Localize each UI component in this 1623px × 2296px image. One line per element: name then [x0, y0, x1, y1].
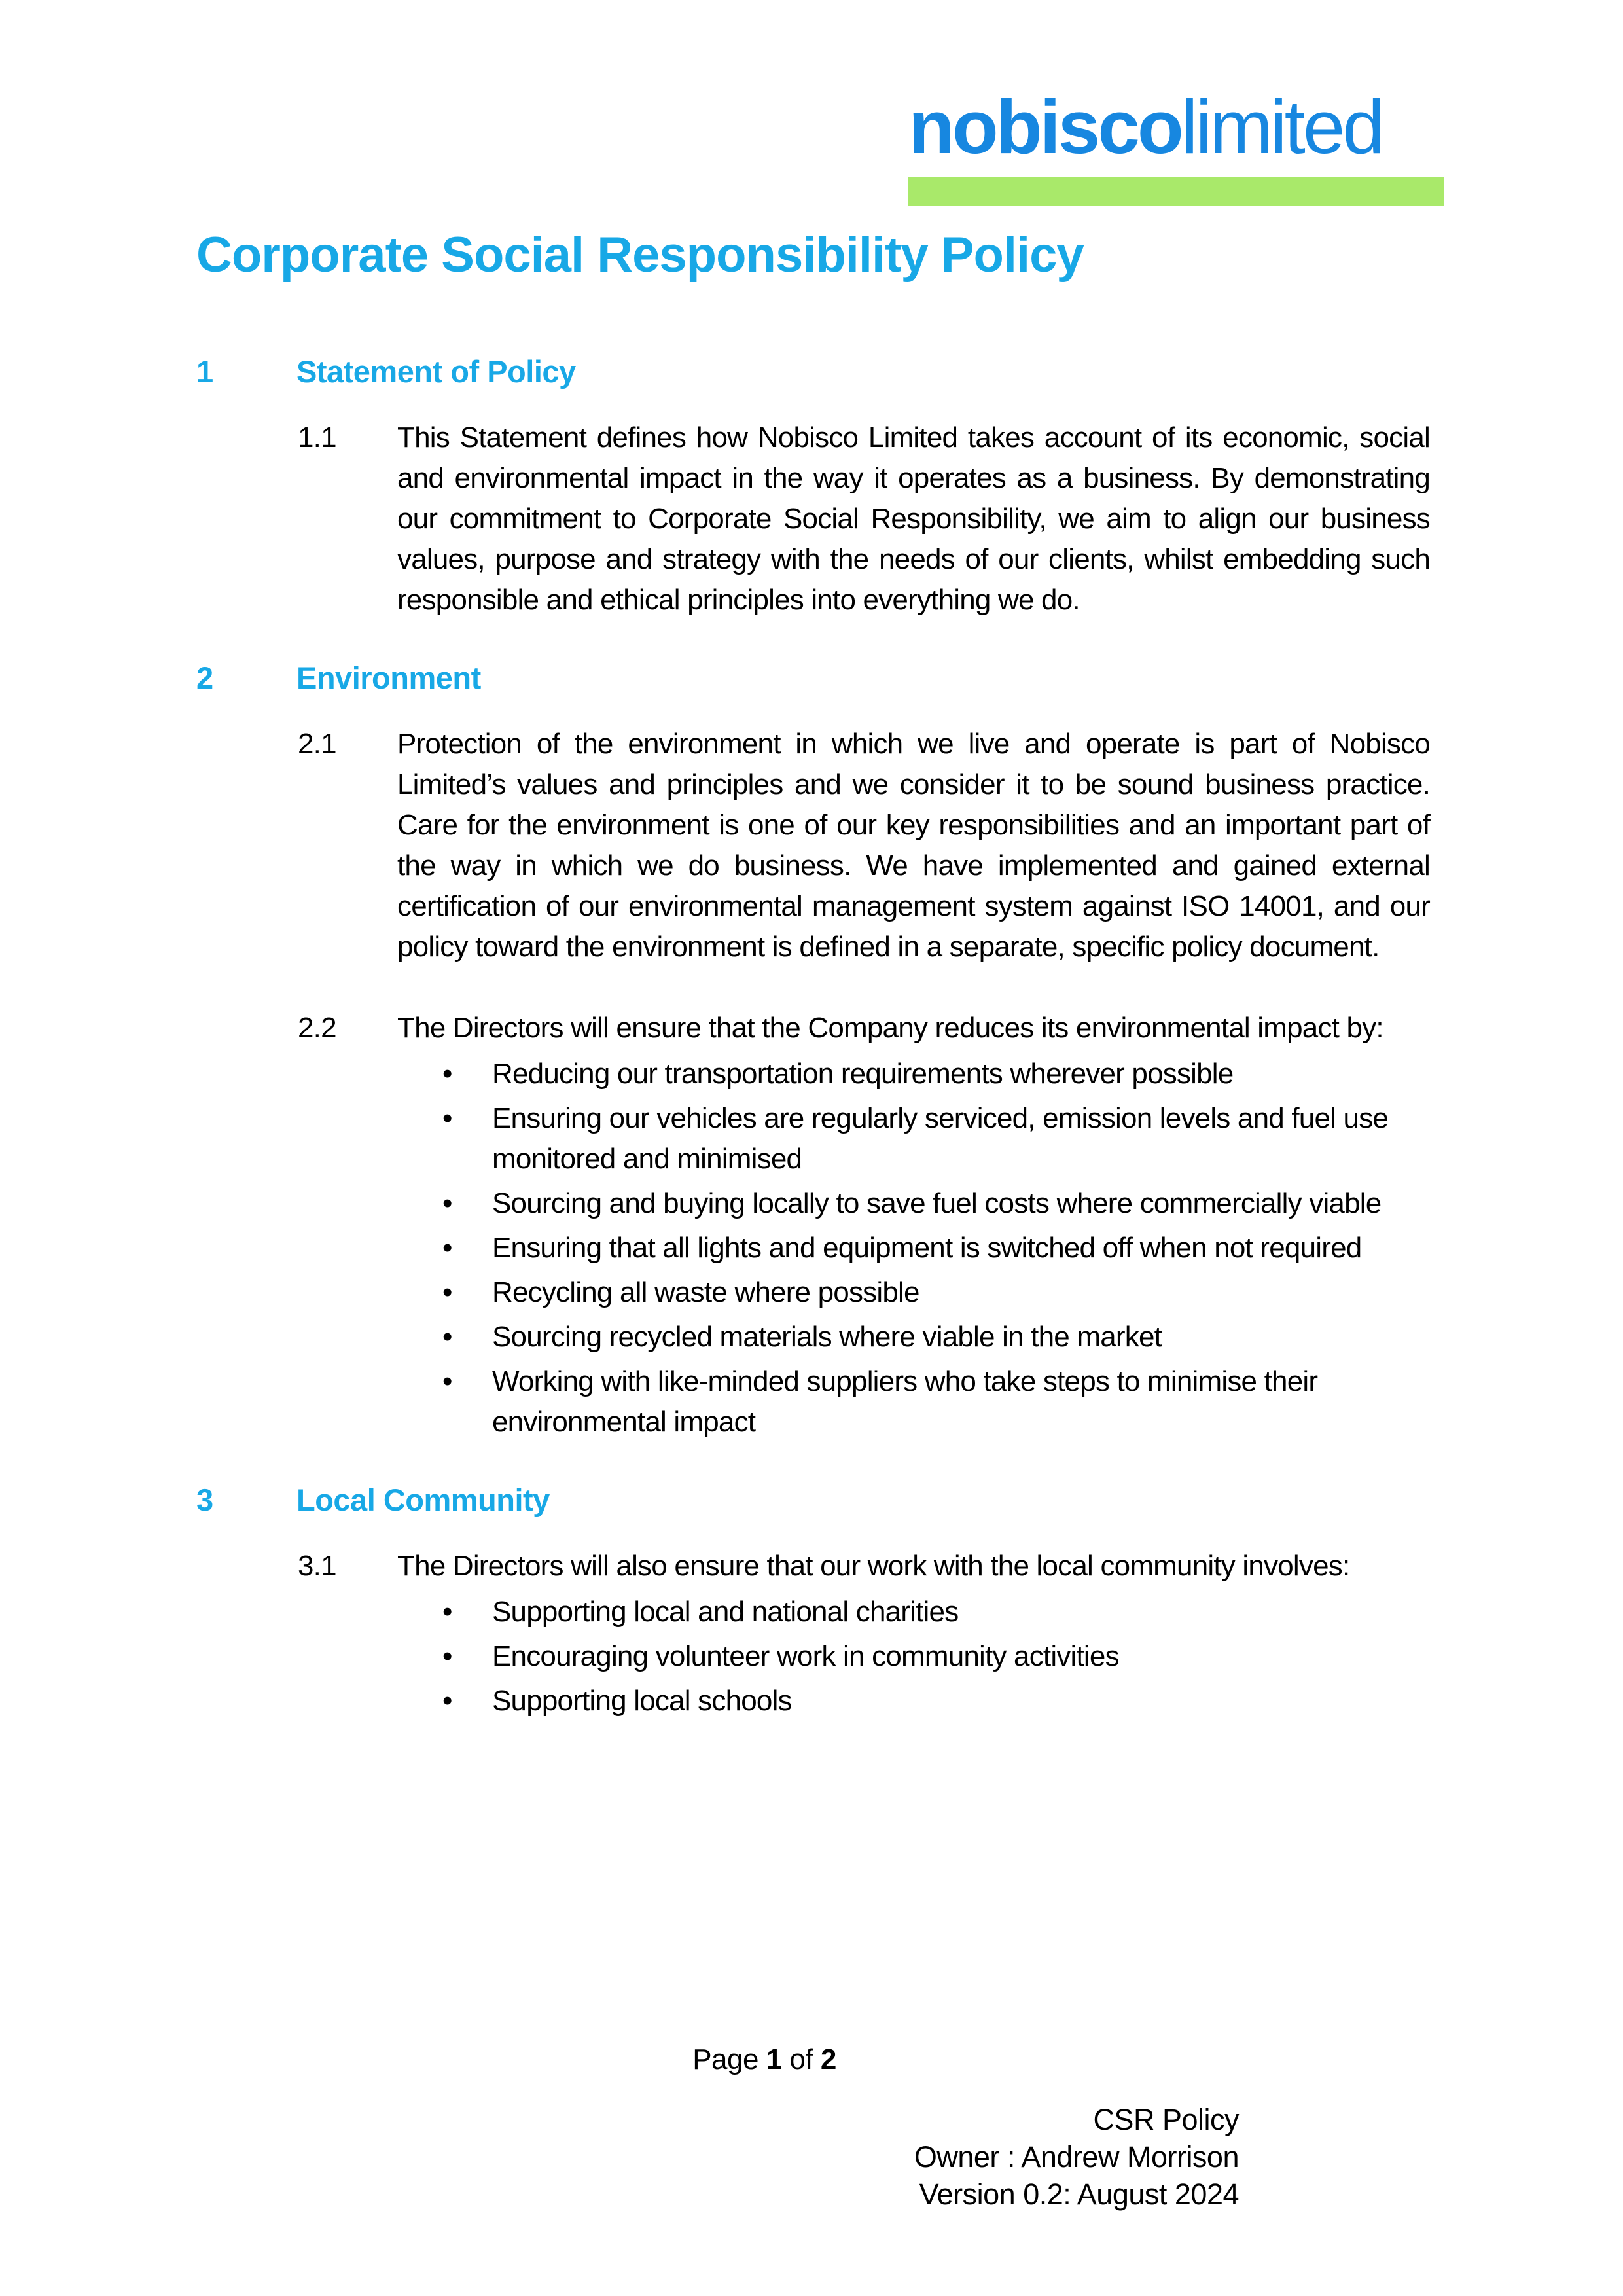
section-number: 1	[196, 354, 213, 389]
footer-page-current: 1	[766, 2043, 782, 2075]
paragraph	[298, 724, 1430, 967]
bullet-item: • Working with like-minded suppliers who take steps to minimise their environmental impact	[397, 1361, 1430, 1443]
footer-doc-title: CSR Policy	[1093, 2103, 1239, 2136]
footer-doc-owner: Owner : Andrew Morrison	[914, 2140, 1239, 2174]
section-statement-of-policy	[196, 353, 1430, 620]
section-heading-text: Statement of Policy	[296, 354, 576, 389]
paragraph-text: The Directors will ensure that the Company reduces its environmental impact by:	[397, 1012, 1383, 1044]
bullet-list	[397, 1054, 1430, 1443]
footer-doc-info	[914, 2101, 1239, 2213]
bullet-item: • Sourcing recycled materials where viable in the market	[397, 1317, 1430, 1357]
bullet-item: • Sourcing and buying locally to save fuel costs where commercially viable	[397, 1183, 1430, 1224]
logo-brand-suffix: limited	[1181, 84, 1382, 170]
footer-page-prefix: Page	[692, 2043, 766, 2075]
footer-page-number	[196, 2043, 1332, 2076]
bullet-item: • Reducing our transportation requirements wherever possible	[397, 1054, 1430, 1094]
bullet-item: • Recycling all waste where possible	[397, 1272, 1430, 1313]
paragraph-text: Protection of the environment in which we live and operate is part of Nobisco Limited’s values and principles and we consider it to be sound business practice. Care for the environment is one of our key responsibilities and an important part of the way in which we do business. We have implemented and gained external certification of our environmental management system against ISO 14001, and our policy toward the environment is defined in a separate, specific policy document.	[397, 728, 1430, 963]
paragraph	[298, 1008, 1430, 1443]
footer-page-total: 2	[820, 2043, 836, 2075]
page-title: Corporate Social Responsibility Policy	[196, 227, 1084, 283]
bullet-item: • Ensuring our vehicles are regularly serviced, emission levels and fuel use monitored and minimised	[397, 1098, 1430, 1179]
paragraph-number: 1.1	[298, 422, 336, 454]
footer-page-middle: of	[781, 2043, 821, 2075]
company-logo	[908, 84, 1444, 206]
section-heading-text: Local Community	[296, 1482, 550, 1517]
paragraph-number: 3.1	[298, 1550, 336, 1582]
logo-wordmark	[908, 84, 1444, 170]
bullet-list	[397, 1592, 1430, 1721]
paragraph-body	[397, 418, 1430, 620]
paragraph-body	[397, 724, 1430, 967]
section-heading-text: Environment	[296, 660, 481, 695]
section-heading	[196, 660, 1430, 696]
paragraph-number: 2.1	[298, 728, 336, 760]
section-environment	[196, 660, 1430, 1443]
section-heading	[196, 1482, 1430, 1518]
logo-brand-name: nobisco	[908, 84, 1181, 170]
logo-underline-bar	[908, 177, 1444, 206]
section-number: 2	[196, 660, 213, 695]
bullet-item: • Encouraging volunteer work in community activities	[397, 1636, 1430, 1677]
paragraph	[298, 1546, 1430, 1721]
paragraph-body	[397, 1008, 1430, 1443]
section-local-community	[196, 1482, 1430, 1721]
paragraph	[298, 418, 1430, 620]
paragraph-body	[397, 1546, 1430, 1721]
section-heading	[196, 353, 1430, 390]
paragraph-text: The Directors will also ensure that our work with the local community involves:	[397, 1550, 1350, 1582]
paragraph-text: This Statement defines how Nobisco Limited takes account of its economic, social and environmental impact in the way it operates as a business. By demonstrating our commitment to Corporate Social Responsibility, we aim to align our business values, purpose and strategy with the needs of our clients, whilst embedding such responsible and ethical principles into everything we do.	[397, 422, 1430, 616]
bullet-item: • Supporting local and national charities	[397, 1592, 1430, 1632]
bullet-item: • Ensuring that all lights and equipment is switched off when not required	[397, 1228, 1430, 1268]
bullet-item: • Supporting local schools	[397, 1681, 1430, 1721]
paragraph-number: 2.2	[298, 1012, 336, 1044]
document-body	[196, 353, 1430, 1721]
section-number: 3	[196, 1482, 213, 1517]
footer-doc-version: Version 0.2: August 2024	[919, 2178, 1239, 2211]
